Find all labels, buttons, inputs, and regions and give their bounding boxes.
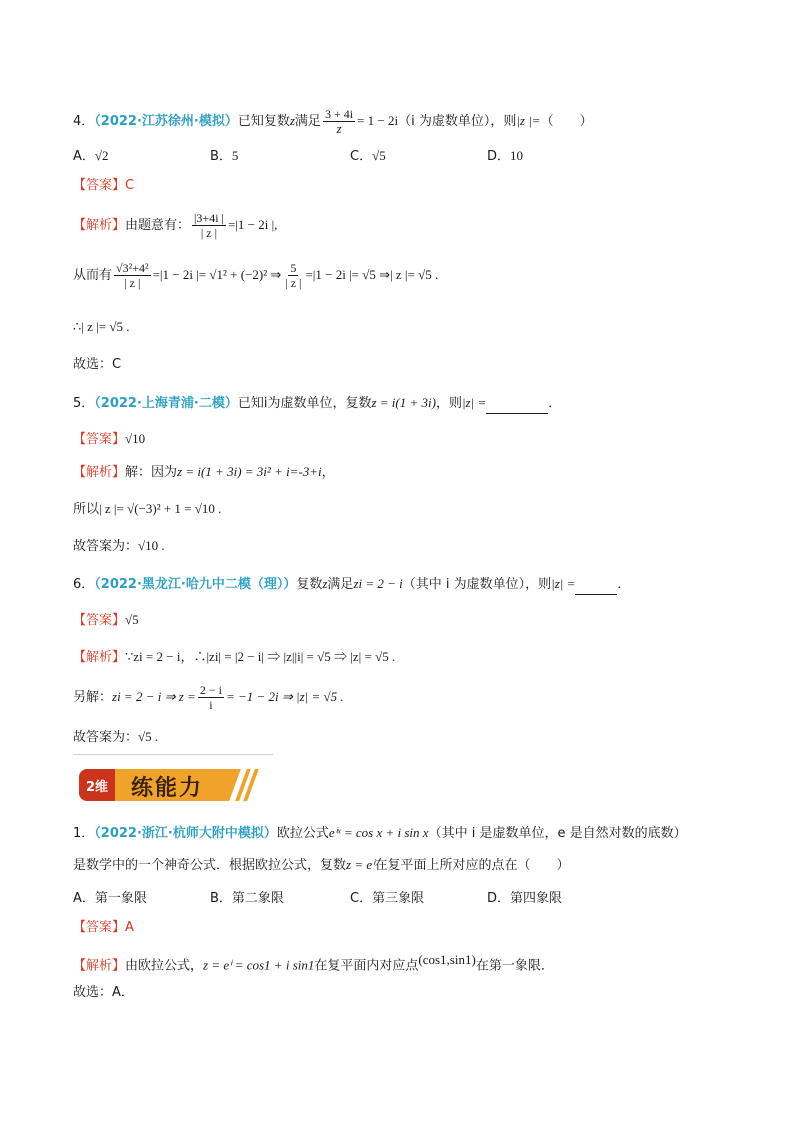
p1-option-d: D．第四象限 xyxy=(487,891,563,906)
q6-analysis-3: 故答案为：√5 . xyxy=(73,729,159,745)
p1-stem-line1: 1．（2022·浙江·杭师大附中模拟）欧拉公式eⁱˣ = cos x + i sin x（其中 i 是虚数单位，e 是自然对数的底数） xyxy=(73,825,687,841)
q4-analysis-1: 【解析】由题意有： $\frac{|3+4i |}{| z |}$ =|1 − 2i |, xyxy=(73,211,278,240)
q4-analysis-2: 从而有 $\frac{\text{√3²+4²}}{| z |}$ =|1 − 2i |= √1² + (−2)² ⇒ $\frac{5}{| z |}$ =|1 − 2i |= √5 ⇒| z |= √5 . xyxy=(73,261,439,290)
q4-option-a: A．√2 xyxy=(73,148,109,164)
q4-fraction: $\frac{3 + 4i}{z}$ xyxy=(324,107,354,136)
q4-stem: 4．（2022·江苏徐州·模拟）已知复数z满足 $\frac{3 + 4i}{z}$ = 1 − 2i（i 为虚数单位），则|z |=（ ） xyxy=(73,107,593,136)
q6-blank xyxy=(575,576,617,595)
q4-option-b: B．5 xyxy=(210,148,239,164)
p1-stem-line2: 是数学中的一个神奇公式．根据欧拉公式，复数z = eⁱ在复平面上所对应的点在（ ） xyxy=(73,857,570,873)
q4-option-c: C．√5 xyxy=(350,148,386,164)
q6-alt: 另解：zi = 2 − i ⇒ z = $\frac{2 - i}{i}$ = −1 − 2i ⇒ |z| = √5 . xyxy=(73,683,344,712)
section-divider xyxy=(73,754,273,755)
q6-analysis-1: 【解析】∵zi = 2 − i，∴|zi| = |2 − i| ⇒ |z||i| = √5 ⇒ |z| = √5 . xyxy=(73,649,396,665)
q4-answer: 【答案】C xyxy=(73,178,135,193)
q4-option-d: D．10 xyxy=(487,148,524,164)
q6-answer: 【答案】√5 xyxy=(73,612,139,628)
q5-blank xyxy=(486,395,548,414)
q6-stem: 6．（2022·黑龙江·哈九中二模（理））复数z满足zi = 2 − i（其中 i 为虚数单位），则|z| = ． xyxy=(73,575,630,595)
q5-stem: 5．（2022·上海青浦·二模）已知i为虚数单位，复数z = i(1 + 3i)，则|z| = ． xyxy=(73,394,561,414)
q5-analysis-3: 故答案为：√10 . xyxy=(73,538,165,554)
q5-analysis-1: 【解析】解：因为z = i(1 + 3i) = 3i² + i=-3+i， xyxy=(73,464,335,480)
section-badge: 2维 xyxy=(79,769,115,801)
p1-answer: 【答案】A xyxy=(73,920,134,935)
q5-answer: 【答案】√10 xyxy=(73,431,146,447)
p1-choose: 故选：A． xyxy=(73,985,134,1000)
q5-source: （2022·上海青浦·二模） xyxy=(94,396,238,411)
p1-analysis-1: 【解析】由欧拉公式，z = eⁱ = cos1 + i sin1在复平面内对应点$^{(cos1,sin1)}$在第一象限． xyxy=(73,952,554,974)
section-title: 练能力 xyxy=(131,776,204,801)
section-banner xyxy=(79,769,259,801)
p1-option-c: C．第三象限 xyxy=(350,891,425,906)
p1-option-a: A．第一象限 xyxy=(73,891,147,906)
p1-source: （2022·浙江·杭师大附中模拟） xyxy=(94,826,277,841)
p1-option-b: B．第二象限 xyxy=(210,891,284,906)
q4-source: （2022·江苏徐州·模拟） xyxy=(94,114,238,129)
q4-analysis-3: ∴| z |= √5 . xyxy=(73,319,130,334)
q4-choose: 故选：C xyxy=(73,357,122,372)
q5-analysis-2: 所以| z |= √(−3)² + 1 = √10 . xyxy=(73,501,222,517)
q6-source: （2022·黑龙江·哈九中二模（理）） xyxy=(94,577,297,592)
